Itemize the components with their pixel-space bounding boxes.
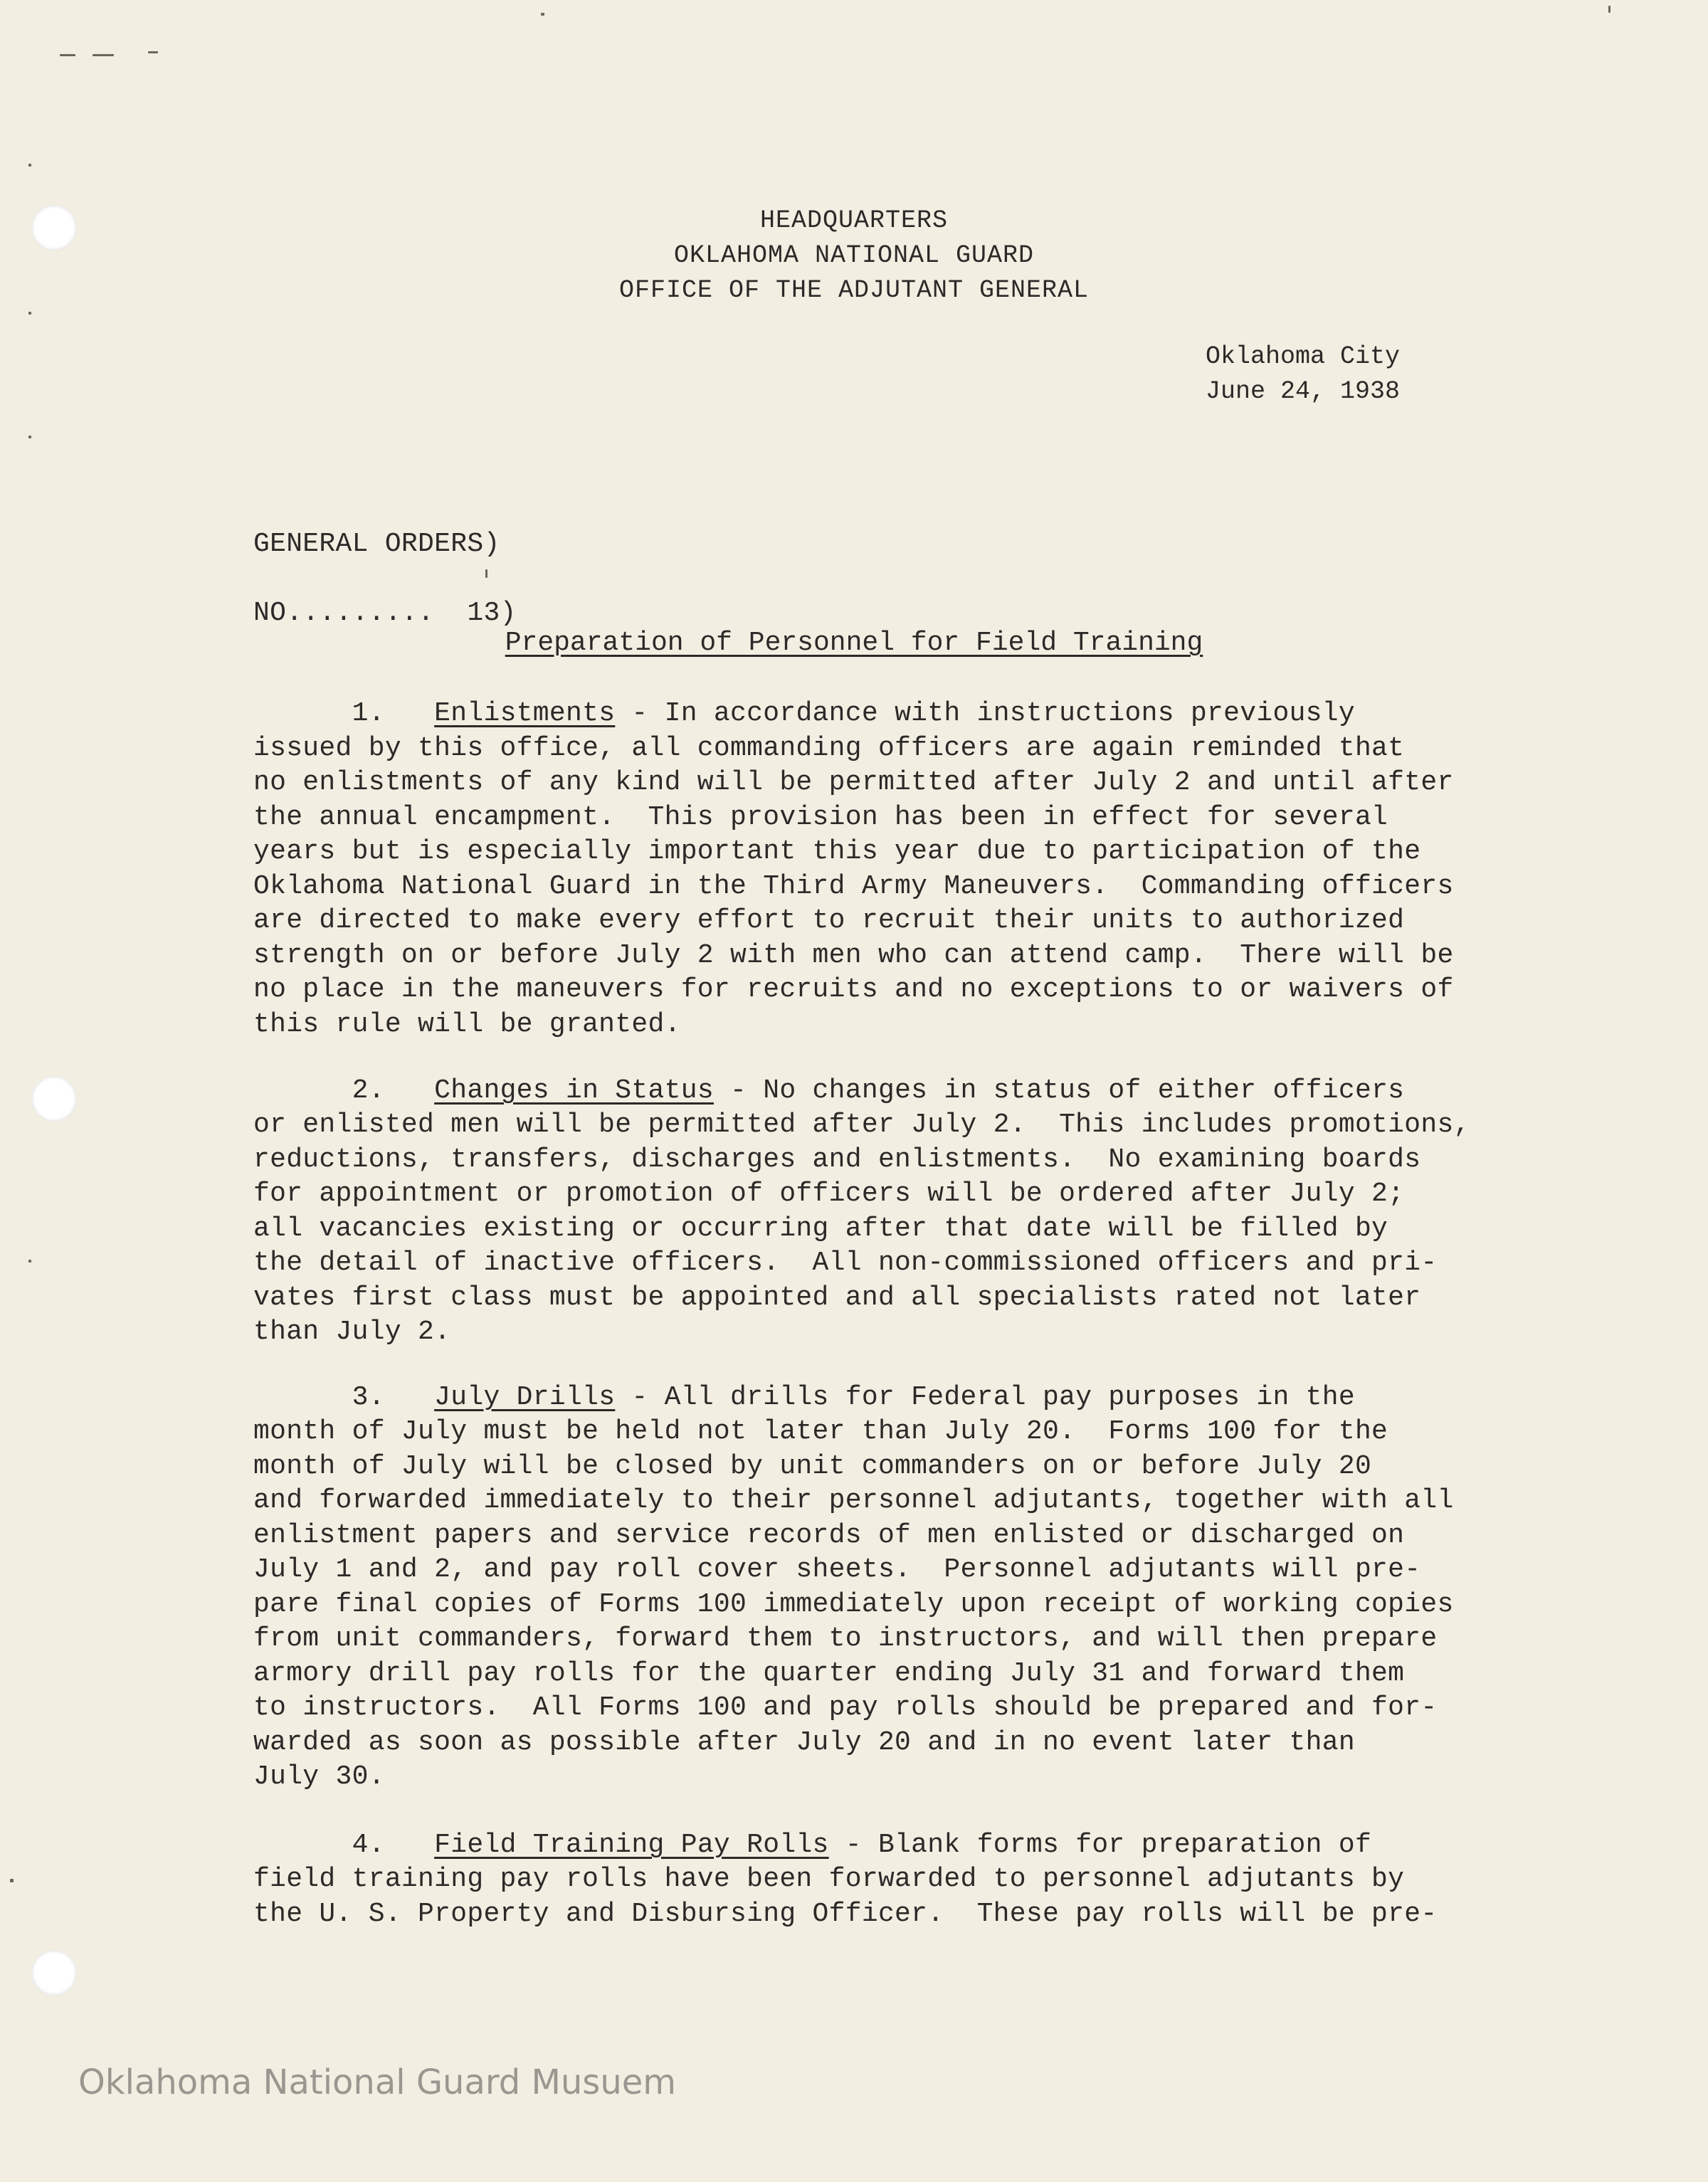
- paragraph-2-line: all vacancies existing or occurring after that date will be filled by: [253, 1213, 1388, 1244]
- paragraph-text: - All drills for Federal pay purposes in the: [615, 1382, 1355, 1413]
- paragraph-3-line: month of July will be closed by unit commanders on or before July 20: [253, 1451, 1372, 1482]
- paragraph-heading: Enlistments: [434, 698, 616, 729]
- paragraph-1-line: no place in the maneuvers for recruits and no exceptions to or waivers of: [253, 974, 1454, 1005]
- paragraph-1-line: no enlistments of any kind will be permitted after July 2 and until after: [253, 767, 1454, 798]
- paper-speck: [148, 51, 158, 53]
- paragraph-heading: July Drills: [434, 1382, 616, 1413]
- paper-speck: [10, 1879, 14, 1882]
- paragraph-2-line: the detail of inactive officers. All non-commissioned officers and pri-: [253, 1248, 1438, 1278]
- punch-hole-bottom: [31, 1950, 77, 1996]
- paper-speck: [28, 164, 31, 167]
- header-line-1: HEADQUARTERS: [759, 206, 949, 235]
- paragraph-number: 2.: [352, 1075, 385, 1106]
- paragraph-2-line: than July 2.: [253, 1317, 451, 1347]
- paragraph-text: - In accordance with instructions previously: [615, 698, 1355, 729]
- paragraph-3-line: pare final copies of Forms 100 immediately upon receipt of working copies: [253, 1589, 1454, 1620]
- paragraph-2-line: or enlisted men will be permitted after July 2. This includes promotions,: [253, 1110, 1470, 1140]
- paragraph-1-line: are directed to make every effort to recruit their units to authorized: [253, 905, 1405, 936]
- paragraph-4-line: the U. S. Property and Disbursing Officer. These pay rolls will be pre-: [253, 1899, 1438, 1929]
- paragraph-3-line: July 30.: [253, 1761, 385, 1792]
- paper-speck: [28, 436, 31, 438]
- paragraph-1-line: Oklahoma National Guard in the Third Army Maneuvers. Commanding officers: [253, 871, 1454, 902]
- paragraph-text: - No changes in status of either officers: [713, 1075, 1405, 1106]
- paragraph-2-line: reductions, transfers, discharges and enlistments. No examining boards: [253, 1144, 1421, 1175]
- paragraph-1-line: the annual encampment. This provision has been in effect for several: [253, 802, 1388, 833]
- paragraph-3-line: and forwarded immediately to their personnel adjutants, together with all: [253, 1485, 1454, 1516]
- paragraph-2-line: vates first class must be appointed and all specialists rated not later: [253, 1282, 1421, 1313]
- place: Oklahoma City: [1206, 342, 1401, 371]
- header-line-3: OFFICE OF THE ADJUTANT GENERAL: [618, 276, 1090, 305]
- date: June 24, 1938: [1206, 377, 1401, 406]
- header-line-2: OKLAHOMA NATIONAL GUARD: [673, 241, 1035, 270]
- paragraph-4-line: [253, 1830, 1371, 1860]
- paragraph-3-line: from unit commanders, forward them to instructors, and will then prepare: [253, 1623, 1438, 1654]
- museum-watermark: Oklahoma National Guard Musuem: [78, 2062, 677, 2102]
- paragraph-heading: Changes in Status: [434, 1075, 714, 1106]
- paragraph-3-line: [253, 1382, 1355, 1413]
- paper-speck: [485, 569, 487, 578]
- paragraph-1-line: strength on or before July 2 with men who can attend camp. There will be: [253, 940, 1454, 971]
- paragraph-heading: Field Training Pay Rolls: [434, 1830, 829, 1860]
- paragraph-2-line: for appointment or promotion of officers will be ordered after July 2;: [253, 1179, 1405, 1209]
- paragraph-3-line: July 1 and 2, and pay roll cover sheets. Personnel adjutants will pre-: [253, 1554, 1421, 1585]
- paragraph-1-line: [253, 698, 1355, 729]
- paragraph-3-line: warded as soon as possible after July 20 and in no event later than: [253, 1727, 1355, 1758]
- punch-hole-middle: [31, 1076, 77, 1122]
- paper-speck: [28, 312, 31, 315]
- paragraph-number: 3.: [352, 1382, 385, 1413]
- paragraph-3-line: enlistment papers and service records of men enlisted or discharged on: [253, 1520, 1405, 1551]
- order-number: NO......... 13): [253, 598, 517, 628]
- paragraph-number: 4.: [352, 1830, 385, 1860]
- paragraph-1-line: this rule will be granted.: [253, 1009, 681, 1040]
- paper-speck: [541, 13, 544, 16]
- paper-speck: [93, 54, 114, 56]
- paragraph-4-line: field training pay rolls have been forwarded to personnel adjutants by: [253, 1864, 1405, 1894]
- paragraph-1-line: years but is especially important this year due to participation of the: [253, 836, 1421, 867]
- order-title: Preparation of Personnel for Field Training: [505, 628, 1203, 658]
- paragraph-2-line: [253, 1075, 1404, 1106]
- paragraph-3-line: month of July must be held not later than July 20. Forms 100 for the: [253, 1416, 1388, 1447]
- paragraph-3-line: armory drill pay rolls for the quarter ending July 31 and forward them: [253, 1658, 1405, 1689]
- paragraph-number: 1.: [352, 698, 385, 729]
- paper-speck: [60, 54, 75, 56]
- paragraph-text: - Blank forms for preparation of: [828, 1830, 1372, 1860]
- general-orders-label: GENERAL ORDERS): [253, 529, 500, 559]
- paragraph-3-line: to instructors. All Forms 100 and pay rolls should be prepared and for-: [253, 1692, 1438, 1723]
- paper-speck: [1608, 6, 1611, 13]
- paper-speck: [28, 1260, 31, 1263]
- paragraph-1-line: issued by this office, all commanding officers are again reminded that: [253, 733, 1405, 764]
